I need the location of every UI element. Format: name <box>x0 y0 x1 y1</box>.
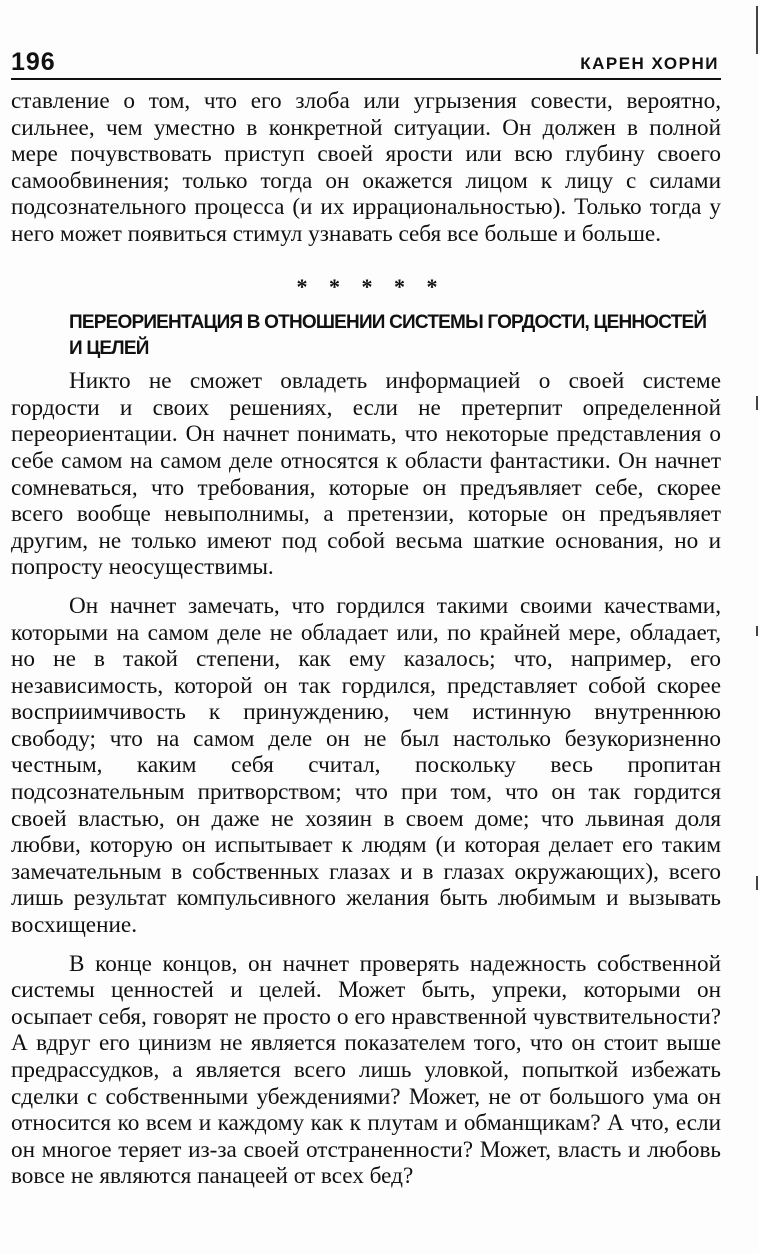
paragraph: Он начнет замечать, что гордился такими своими качествами, которыми на самом деле не обладает или, по крайней мере, обладает, но не в такой степени, как ему казалось; что, например, его независимость, которой он так гордился, представляет собой скорее восприимчивость к принуждению, чем истинную внутреннюю свободу; что на самом деле он не был настолько безукоризненно честным, каким себя считал, поскольку весь пропитан подсознательным притворством; что при том, что он так гордится своей властью, он даже не хозяин в своем доме; что львиная доля любви, которую он испытывает к людям (и которая делает его таким замечательным в собственных глазах и в глазах окружающих), всего лишь результат компульсивного желания быть любимым и вызывать восхищение. <box>11 592 721 939</box>
scan-edge-mark <box>756 6 758 54</box>
scan-edge-mark <box>756 876 758 890</box>
section-title: ПЕРЕОРИЕНТАЦИЯ В ОТНОШЕНИИ СИСТЕМЫ ГОРДОСТИ, ЦЕННОСТЕЙ И ЦЕЛЕЙ <box>69 312 707 360</box>
page-body <box>11 88 721 1190</box>
section-separator: * * * * * <box>296 273 446 299</box>
page-header <box>11 44 721 80</box>
scan-edge-mark <box>756 626 758 636</box>
scan-edge-mark <box>756 396 758 410</box>
paragraph: Никто не сможет овладеть информацией о своей системе гордости и своих решениях, если не претерпит определенной переориентации. Он начнет понимать, что некоторые представления о себе самом на самом деле относятся к области фантастики. Он начнет сомневаться, что требования, которые он предъявляет себе, скорее всего вообще невыполнимы, а претензии, которые он предъявляет другим, не только имеют под собой весьма шаткие основания, но и попросту неосуществимы. <box>11 368 721 581</box>
running-title: КАРЕН ХОРНИ <box>580 54 719 73</box>
paragraph-continued: ставление о том, что его злоба или угрызения совести, вероятно, сильнее, чем уместно в конкретной ситуации. Он должен в полной мере почувствовать приступ своей ярости или всю глубину своего самообвинения; только тогда он окажется лицом к лицу с силами подсознательного процесса (и их иррациональностью). Только тогда у него может появиться стимул узнавать себя все больше и больше. <box>11 88 721 247</box>
paragraph: В конце концов, он начнет проверять надежность собственной системы ценностей и целей. Может быть, упреки, которыми он осыпает себя, говорят не просто о его нравственной чувствительности? А вдруг его цинизм не является показателем того, что он стоит выше предрассудков, а является всего лишь уловкой, попыткой избежать сделки с собственными убеждениями? Может, не от большого ума он относится ко всем и каждому как к плутам и обманщикам? А что, если он многое теряет из-за своей отстраненности? Может, власть и любовь вовсе не являются панацеей от всех бед? <box>11 950 721 1190</box>
page-number: 196 <box>11 48 56 76</box>
